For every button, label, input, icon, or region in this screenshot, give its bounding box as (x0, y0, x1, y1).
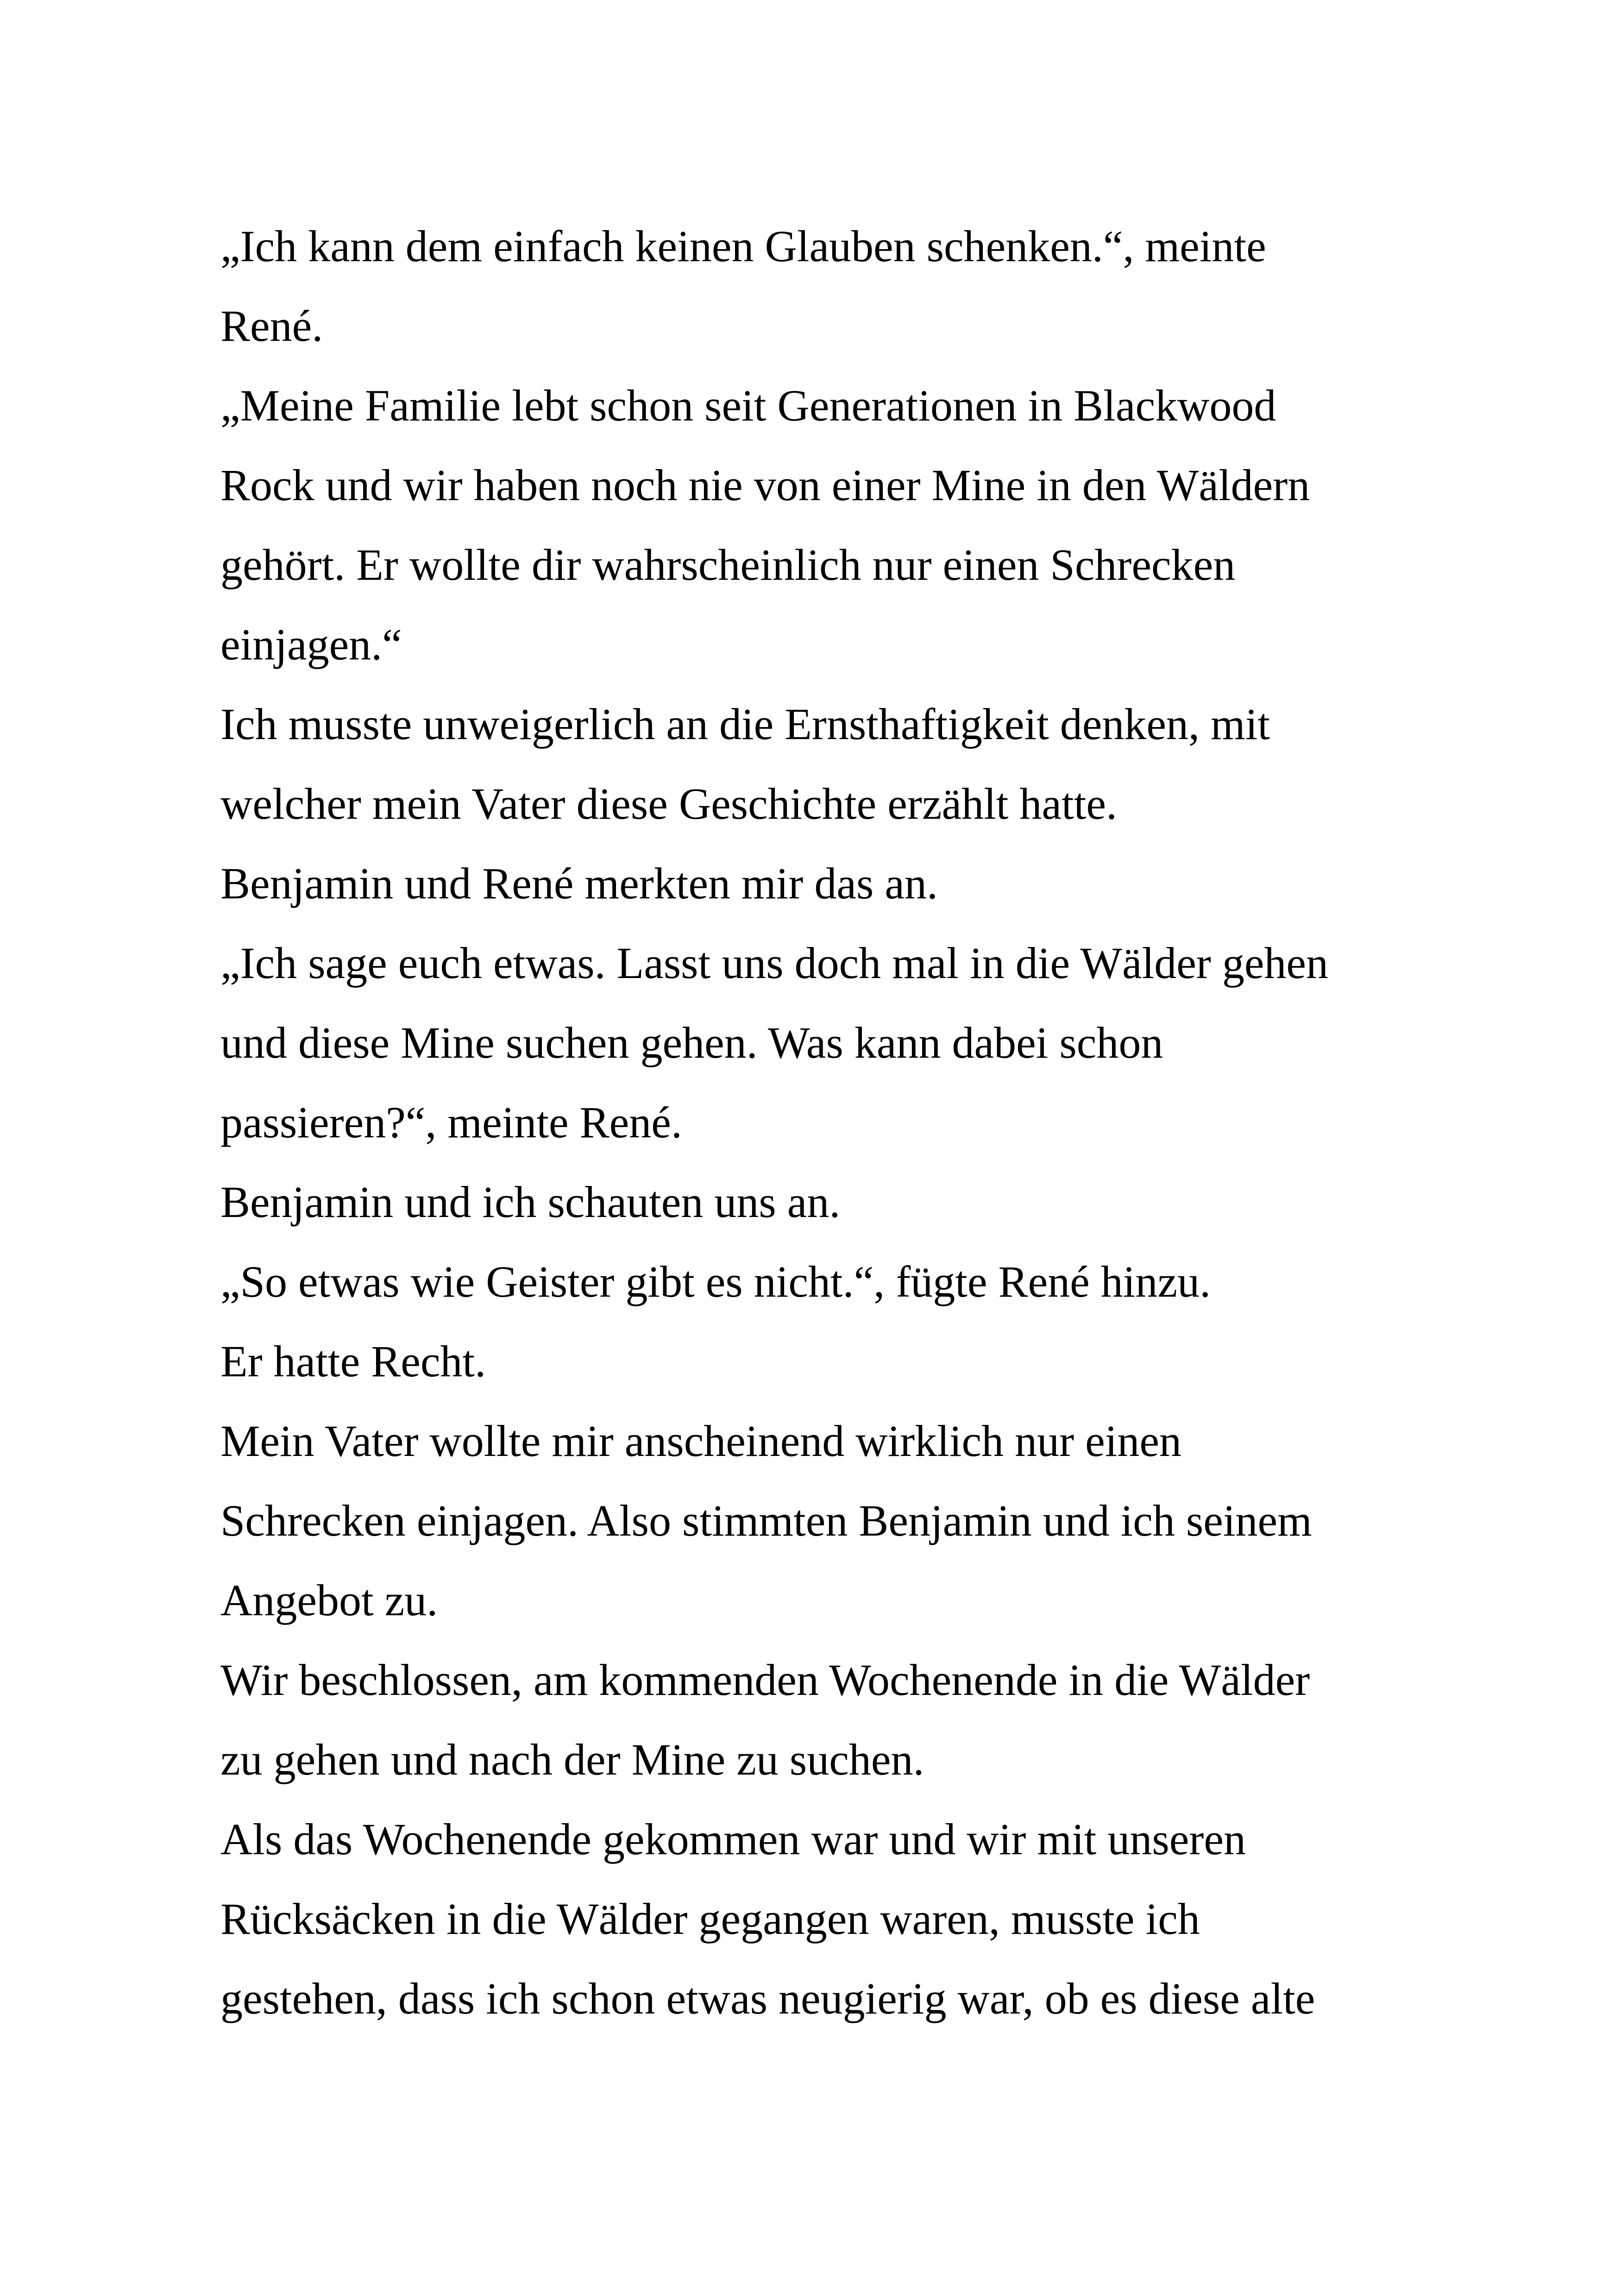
text-line: passieren?“, meinte René. (220, 1098, 682, 1147)
body-text (220, 207, 1471, 2039)
text-line: Benjamin und ich schauten uns an. (220, 1177, 841, 1227)
text-line: gestehen, dass ich schon etwas neugierig war, ob es diese alte (220, 1974, 1315, 2023)
text-line: Rock und wir haben noch nie von einer Mine in den Wäldern (220, 460, 1310, 510)
text-line: welcher mein Vater diese Geschichte erzählt hatte. (220, 779, 1117, 828)
text-line: Benjamin und René merkten mir das an. (220, 859, 938, 908)
text-line: Rücksäcken in die Wälder gegangen waren, musste ich (220, 1894, 1200, 1944)
text-line: Angebot zu. (220, 1575, 438, 1625)
text-line: „Ich kann dem einfach keinen Glauben schenken.“, meinte (220, 221, 1266, 271)
text-line: „Meine Familie lebt schon seit Generationen in Blackwood (220, 381, 1276, 430)
text-line: „So etwas wie Geister gibt es nicht.“, fügte René hinzu. (220, 1257, 1211, 1306)
text-line: und diese Mine suchen gehen. Was kann dabei schon (220, 1018, 1163, 1067)
text-line: René. (220, 301, 323, 351)
text-line: Schrecken einjagen. Also stimmten Benjamin und ich seinem (220, 1496, 1312, 1545)
text-line: Mein Vater wollte mir anscheinend wirklich nur einen (220, 1416, 1181, 1466)
text-line: „Ich sage euch etwas. Lasst uns doch mal in die Wälder gehen (220, 938, 1329, 988)
text-line: Ich musste unweigerlich an die Ernsthaftigkeit denken, mit (220, 699, 1270, 749)
text-line: einjagen.“ (220, 620, 402, 669)
text-line: zu gehen und nach der Mine zu suchen. (220, 1735, 924, 1784)
text-line: Wir beschlossen, am kommenden Wochenende in die Wälder (220, 1655, 1310, 1705)
text-line: Er hatte Recht. (220, 1336, 486, 1386)
text-line: gehört. Er wollte dir wahrscheinlich nur einen Schrecken (220, 540, 1236, 590)
text-line: Als das Wochenende gekommen war und wir mit unseren (220, 1814, 1246, 1864)
